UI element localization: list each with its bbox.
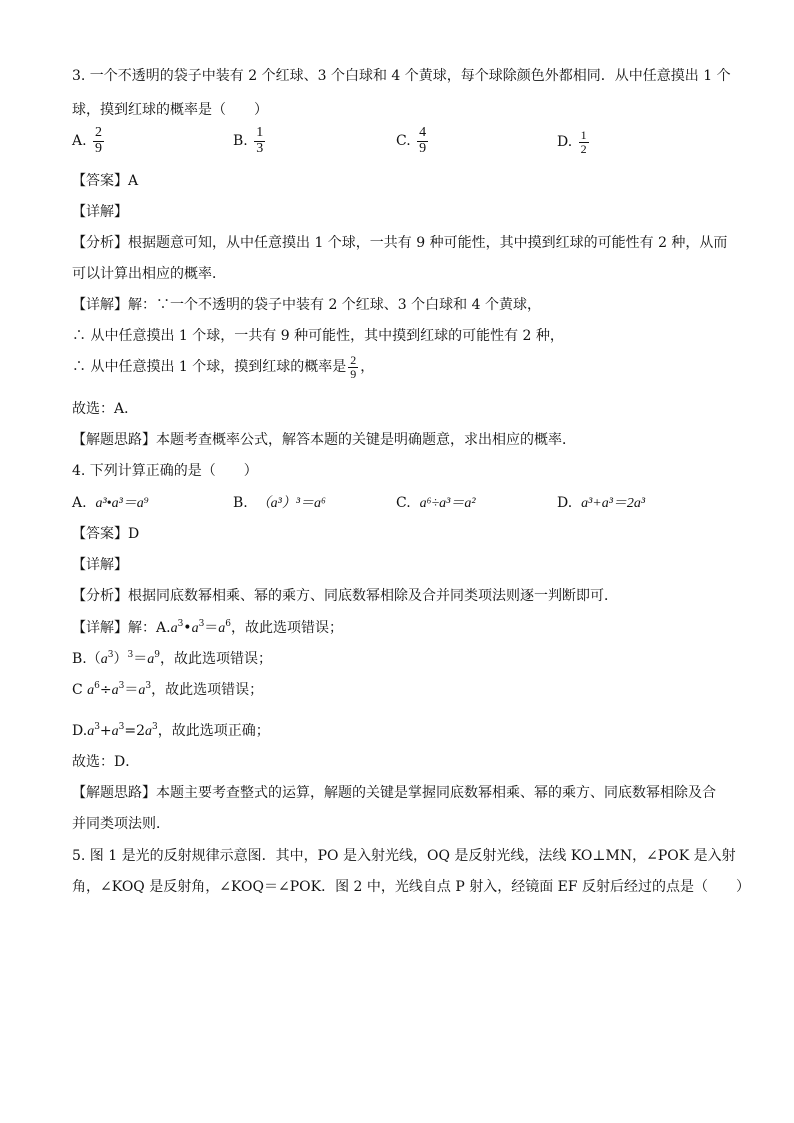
q4-option-b: B. （a³）³＝a⁶ [233, 495, 326, 511]
q4-detail-c: C $a^6\div a^3=a^3$，故此选项错误； [72, 681, 264, 698]
q3-analysis-line1: 【分析】根据题意可知，从中任意摸出 1 个球，一共有 9 种可能性，其中摸到红球的可能性有 2 种，从而 [72, 235, 728, 251]
q3-stem-line1: 3. 一个不透明的袋子中装有 2 个红球、3 个白球和 4 个黄球，每个球除颜色外都相同．从中任意摸出 1 个 [72, 68, 731, 84]
q4-option-c: C. a⁶÷a³＝a² [396, 495, 476, 511]
q4-option-c-expr: a⁶÷a³＝a² [419, 496, 476, 511]
q4-option-b-expr: （a³）³＝a⁶ [256, 496, 326, 511]
q3-answer: 【答案】A [72, 173, 139, 189]
q4-detail-a: 【详解】解：$A.a^3•a^3=a^6$，故此选项错误； [72, 619, 344, 636]
q3-detail-heading: 【详解】 [72, 204, 128, 220]
q4-option-a: A. a³•a³＝a⁹ [72, 495, 149, 511]
q4-choose: 故选：D． [72, 754, 140, 770]
q5-stem-line2: 角，∠KOQ 是反射角，∠KOQ＝∠POK．图 2 中，光线自点 P 射入，经镜面 EF 反射后经过的点是（ ） [72, 879, 751, 895]
q3-detail-fraction: $\frac{2}{9}$ [350, 353, 357, 381]
q3-option-d-fraction: $\frac{1}{2}$ [580, 128, 587, 156]
q4-idea-line2: 并同类项法则． [72, 816, 170, 832]
q4-analysis: 【分析】根据同底数幂相乘、幂的乘方、同底数幂相除及合并同类项法则逐一判断即可． [72, 588, 618, 604]
q3-idea: 【解题思路】本题考查概率公式，解答本题的关键是明确题意，求出相应的概率． [72, 432, 576, 448]
q4-option-d-expr: a³+a³＝2a³ [581, 496, 646, 511]
q3-option-b: B. $\frac{1}{3}$ [233, 125, 264, 156]
q3-option-a: A. $\frac{2}{9}$ [72, 125, 103, 156]
q3-option-c-fraction: $\frac{4}{9}$ [419, 125, 427, 156]
q3-option-a-fraction: $\frac{2}{9}$ [95, 125, 103, 156]
q4-detail-b: $B.(a^3)^3=a^9$，故此选项错误； [72, 650, 272, 667]
q4-answer: 【答案】D [72, 526, 140, 542]
q4-detail-d: $D.a^3+a^3=2a^3$，故此选项正确； [72, 722, 270, 739]
q3-analysis-line2: 可以计算出相应的概率． [72, 266, 226, 282]
q5-stem-line1: 5. 图 1 是光的反射规律示意图．其中，PO 是入射光线，OQ 是反射光线，法线 KO⊥MN，∠POK 是入射 [72, 848, 736, 864]
q3-option-b-fraction: $\frac{1}{3}$ [256, 125, 264, 156]
q3-option-c: C. $\frac{4}{9}$ [396, 125, 427, 156]
q3-stem-line2: 球，摸到红球的概率是（ ） [72, 102, 268, 118]
q3-detail-line3: ∴ 从中任意摸出 1 个球，摸到红球的概率是 $\frac{2}{9}$ ， [72, 353, 375, 381]
q4-stem: 4. 下列计算正确的是（ ） [72, 463, 258, 479]
q4-option-d: D. a³+a³＝2a³ [557, 495, 646, 511]
q4-idea-line1: 【解题思路】本题主要考查整式的运算，解题的关键是掌握同底数幂相乘、幂的乘方、同底数幂相除及合 [72, 785, 716, 801]
q3-choose: 故选：A． [72, 401, 139, 417]
q4-option-a-expr: a³•a³＝a⁹ [95, 496, 149, 511]
q4-detail-heading: 【详解】 [72, 557, 128, 573]
q3-option-d: D. $\frac{1}{2}$ [557, 128, 587, 156]
q3-detail-line2: ∴ 从中任意摸出 1 个球，一共有 9 种可能性，其中摸到红球的可能性有 2 种， [72, 328, 564, 344]
q3-detail-line1: 【详解】解：∵一个不透明的袋子中装有 2 个红球、3 个白球和 4 个黄球， [72, 297, 541, 313]
